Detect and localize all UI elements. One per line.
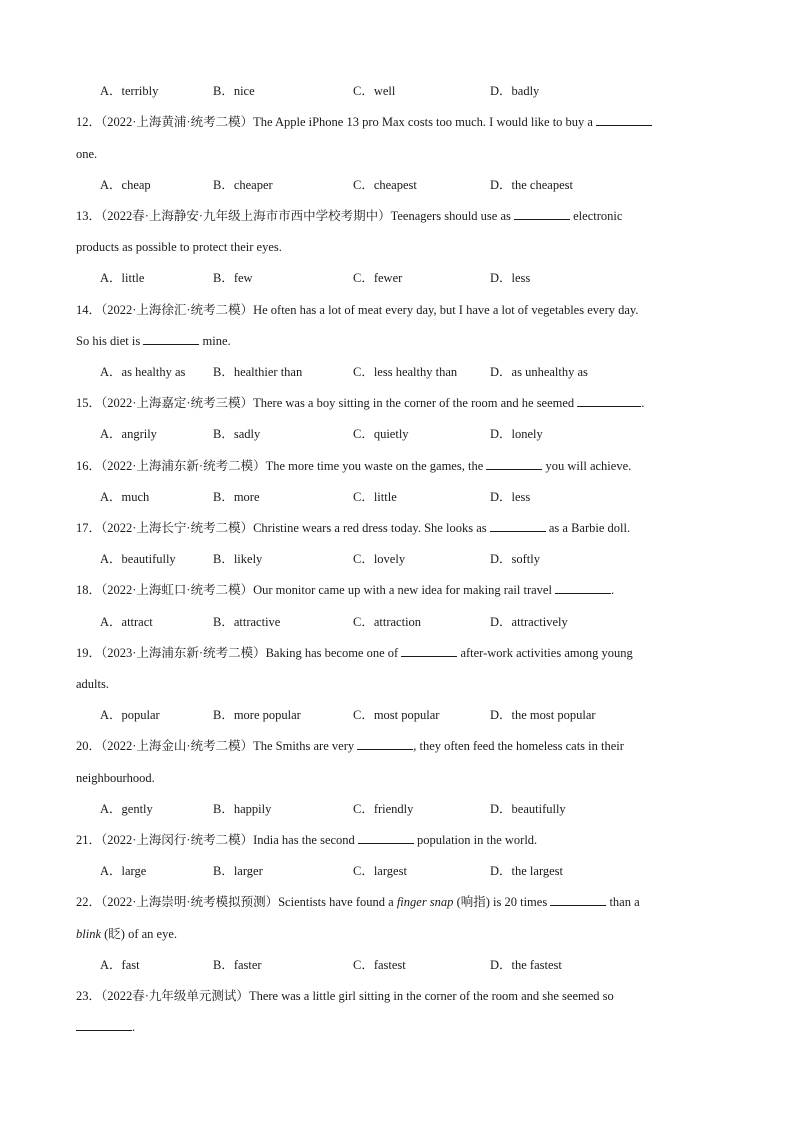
q13-option-d: D．less bbox=[490, 271, 531, 285]
q22-blank bbox=[550, 894, 606, 906]
q22-option-c: C．fastest bbox=[353, 958, 406, 972]
q17-blank bbox=[490, 520, 546, 532]
q15-option-b: B．sadly bbox=[213, 427, 261, 441]
q11-option-b: B．nice bbox=[213, 84, 255, 98]
q13-text: Teenagers should use as bbox=[390, 209, 511, 223]
q16-source: （2022·上海浦东新·统考二模） bbox=[101, 459, 266, 473]
q18-option-b: B．attractive bbox=[213, 615, 281, 629]
q12-option-d: D．the cheapest bbox=[490, 178, 573, 192]
q19-text-b: after-work activities among young bbox=[460, 646, 633, 660]
q20-option-a: A．gently bbox=[100, 802, 153, 816]
q14-option-a: A．as healthy as bbox=[100, 365, 186, 379]
q13-text-c: products as possible to protect their eyes. bbox=[76, 240, 282, 254]
q23-stem-cont bbox=[76, 1019, 135, 1035]
q14-text: He often has a lot of meat every day, but I have a lot of vegetables every day. bbox=[253, 303, 639, 317]
q16-option-d: D．less bbox=[490, 490, 531, 504]
q14-stem bbox=[76, 302, 638, 318]
q16-option-c: C．little bbox=[353, 490, 397, 504]
q17-option-c: C．lovely bbox=[353, 552, 406, 566]
q12-source: （2022·上海黄浦·统考二模） bbox=[101, 115, 254, 129]
q11-option-d: D．badly bbox=[490, 84, 540, 98]
q20-option-d: D．beautifully bbox=[490, 802, 566, 816]
q18-option-c: C．attraction bbox=[353, 615, 422, 629]
q21-option-a: A．large bbox=[100, 864, 147, 878]
q14-blank bbox=[143, 333, 199, 345]
q12-number: 12． bbox=[76, 115, 102, 129]
q22-option-d: D．the fastest bbox=[490, 958, 562, 972]
q19-text: Baking has become one of bbox=[265, 646, 399, 660]
q16-option-b: B．more bbox=[213, 490, 260, 504]
q23-text: There was a little girl sitting in the corner of the room and she seemed so bbox=[248, 989, 614, 1003]
q13-stem-cont bbox=[76, 239, 282, 255]
q13-option-c: C．fewer bbox=[353, 271, 403, 285]
q22-option-a: A．fast bbox=[100, 958, 140, 972]
q22-gloss-1: (响指) bbox=[456, 895, 490, 909]
q21-stem bbox=[76, 832, 537, 848]
q22-text-b: is 20 times bbox=[493, 895, 548, 909]
q22-term-finger-snap: finger snap bbox=[396, 895, 454, 909]
q19-option-d: D．the most popular bbox=[490, 708, 596, 722]
q18-text: Our monitor came up with a new idea for making rail travel bbox=[253, 583, 552, 597]
q22-text-c: than a bbox=[609, 895, 640, 909]
q15-stem bbox=[76, 395, 644, 411]
q13-blank bbox=[514, 208, 570, 220]
q17-option-a: A．beautifully bbox=[100, 552, 176, 566]
q22-option-b: B．faster bbox=[213, 958, 262, 972]
q23-source: （2022春·九年级单元测试） bbox=[101, 989, 249, 1003]
q22-source: （2022·上海崇明·统考模拟预测） bbox=[101, 895, 279, 909]
q19-option-a: A．popular bbox=[100, 708, 160, 722]
q12-stem bbox=[76, 114, 652, 130]
q13-option-a: A．little bbox=[100, 271, 145, 285]
q11-option-a: A．terribly bbox=[100, 84, 159, 98]
q19-option-c: C．most popular bbox=[353, 708, 440, 722]
q20-option-c: C．friendly bbox=[353, 802, 414, 816]
q16-text-b: you will achieve. bbox=[545, 459, 632, 473]
q19-number: 19． bbox=[76, 646, 102, 660]
q19-source: （2023·上海浦东新·统考二模） bbox=[101, 646, 266, 660]
q22-text: Scientists have found a bbox=[278, 895, 394, 909]
q16-stem bbox=[76, 458, 631, 474]
q18-stem bbox=[76, 582, 614, 598]
q20-source: （2022·上海金山·统考二模） bbox=[101, 739, 254, 753]
q12-option-c: C．cheapest bbox=[353, 178, 417, 192]
q21-source: （2022·上海闵行·统考二模） bbox=[101, 833, 254, 847]
q13-stem bbox=[76, 208, 622, 224]
q21-option-d: D．the largest bbox=[490, 864, 564, 878]
q22-stem-cont bbox=[76, 926, 177, 942]
q14-option-b: B．healthier than bbox=[213, 365, 303, 379]
q14-option-c: C．less healthy than bbox=[353, 365, 458, 379]
q17-text: Christine wears a red dress today. She looks as bbox=[253, 521, 487, 535]
q12-blank bbox=[596, 114, 652, 126]
q22-term-blink: blink bbox=[76, 927, 101, 941]
q18-text-b: . bbox=[611, 583, 615, 597]
q15-option-a: A．angrily bbox=[100, 427, 157, 441]
q11-option-c: C．well bbox=[353, 84, 396, 98]
q12-option-a: A．cheap bbox=[100, 178, 151, 192]
q20-stem-cont bbox=[76, 770, 155, 786]
q14-text-c: mine. bbox=[202, 334, 231, 348]
q15-number: 15． bbox=[76, 396, 102, 410]
q20-blank bbox=[357, 738, 413, 750]
q20-text: The Smiths are very bbox=[253, 739, 355, 753]
q16-text: The more time you waste on the games, the bbox=[265, 459, 484, 473]
q14-number: 14． bbox=[76, 303, 102, 317]
q15-option-d: D．lonely bbox=[490, 427, 543, 441]
q20-stem bbox=[76, 738, 624, 754]
q21-text-b: population in the world. bbox=[417, 833, 538, 847]
q19-stem-cont bbox=[76, 676, 109, 692]
q16-number: 16． bbox=[76, 459, 102, 473]
q19-option-b: B．more popular bbox=[213, 708, 301, 722]
q19-text-c: adults. bbox=[76, 677, 109, 691]
q15-text-b: . bbox=[641, 396, 645, 410]
q18-number: 18． bbox=[76, 583, 102, 597]
q18-source: （2022·上海虹口·统考二模） bbox=[101, 583, 254, 597]
q16-blank bbox=[486, 458, 542, 470]
q19-stem bbox=[76, 645, 633, 661]
q13-option-b: B．few bbox=[213, 271, 253, 285]
q15-option-c: C．quietly bbox=[353, 427, 409, 441]
q13-number: 13． bbox=[76, 209, 102, 223]
q21-option-c: C．largest bbox=[353, 864, 407, 878]
q20-number: 20． bbox=[76, 739, 102, 753]
q21-text: India has the second bbox=[253, 833, 355, 847]
q15-source: （2022·上海嘉定·统考三模） bbox=[101, 396, 254, 410]
q22-number: 22． bbox=[76, 895, 102, 909]
q21-option-b: B．larger bbox=[213, 864, 263, 878]
q12-option-b: B．cheaper bbox=[213, 178, 273, 192]
q14-stem-cont bbox=[76, 333, 231, 349]
q17-option-b: B．likely bbox=[213, 552, 263, 566]
q13-source: （2022春·上海静安·九年级上海市市西中学校考期中） bbox=[101, 209, 391, 223]
q17-number: 17． bbox=[76, 521, 102, 535]
q12-text-cont: one. bbox=[76, 147, 98, 161]
q12-stem-cont bbox=[76, 146, 97, 162]
q20-text-c: neighbourhood. bbox=[76, 771, 155, 785]
q18-option-a: A．attract bbox=[100, 615, 153, 629]
q15-blank bbox=[577, 395, 641, 407]
q21-number: 21． bbox=[76, 833, 102, 847]
q18-option-d: D．attractively bbox=[490, 615, 568, 629]
q20-option-b: B．happily bbox=[213, 802, 272, 816]
q17-option-d: D．softly bbox=[490, 552, 541, 566]
q21-blank bbox=[358, 832, 414, 844]
q14-option-d: D．as unhealthy as bbox=[490, 365, 588, 379]
q18-blank bbox=[555, 582, 611, 594]
q23-stem bbox=[76, 988, 614, 1004]
q20-text-b: , they often feed the homeless cats in their bbox=[413, 739, 624, 753]
q12-text: The Apple iPhone 13 pro Max costs too much. I would like to buy a bbox=[253, 115, 593, 129]
q14-text-b: So his diet is bbox=[76, 334, 141, 348]
q17-text-b: as a Barbie doll. bbox=[548, 521, 631, 535]
q22-text-d: of an eye. bbox=[128, 927, 178, 941]
q16-option-a: A．much bbox=[100, 490, 150, 504]
q17-stem bbox=[76, 520, 630, 536]
q23-text-b: . bbox=[132, 1020, 136, 1034]
q13-text-b: electronic bbox=[573, 209, 623, 223]
q14-source: （2022·上海徐汇·统考二模） bbox=[101, 303, 254, 317]
q22-stem bbox=[76, 894, 640, 910]
q22-gloss-2: (眨) bbox=[104, 927, 125, 941]
q23-blank bbox=[76, 1019, 132, 1031]
q15-text: There was a boy sitting in the corner of the room and he seemed bbox=[253, 396, 575, 410]
q23-number: 23． bbox=[76, 989, 102, 1003]
q19-blank bbox=[401, 645, 457, 657]
q17-source: （2022·上海长宁·统考二模） bbox=[101, 521, 254, 535]
